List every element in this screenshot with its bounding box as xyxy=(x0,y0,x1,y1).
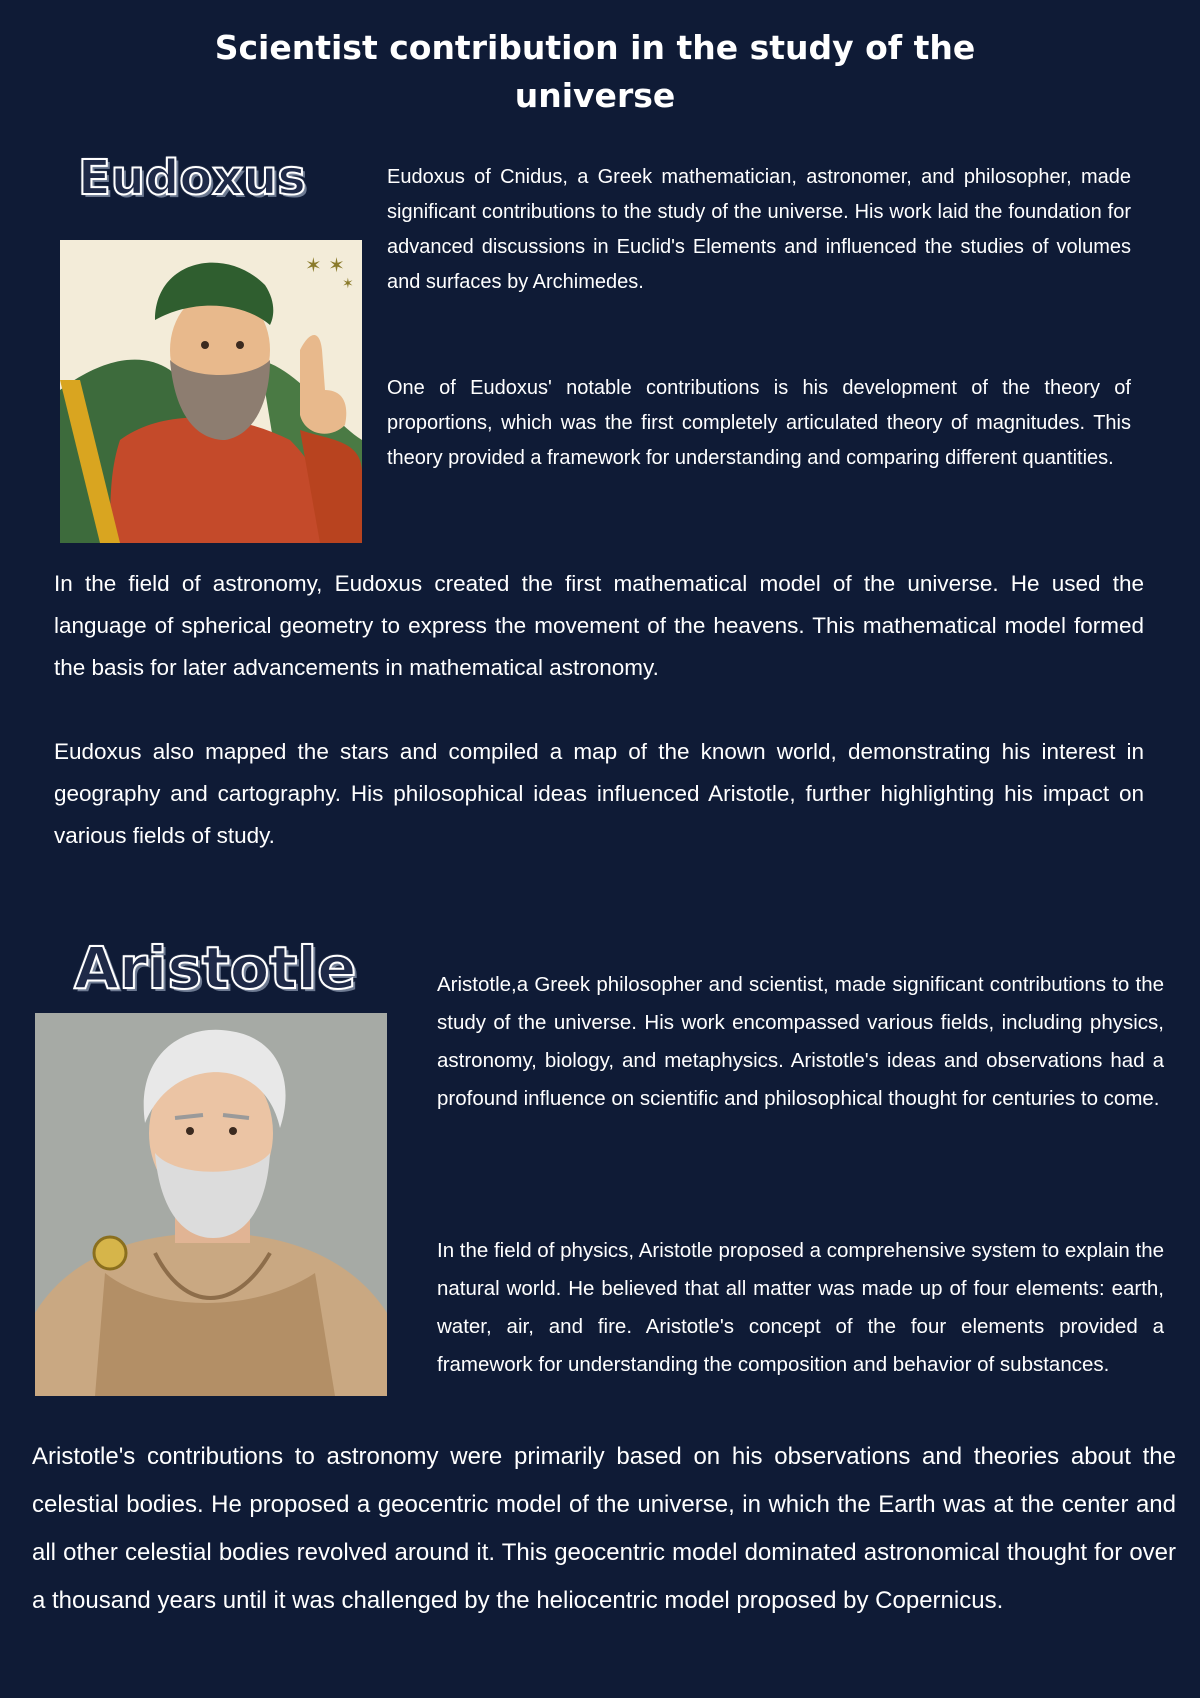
svg-text:✶ ✶: ✶ ✶ xyxy=(305,253,345,277)
eudoxus-proportions-paragraph: One of Eudoxus' notable contributions is his development of the theory of proportions, which was the first completely articulated theory of magnitudes. This theory provided a framework for understanding and comparing different quantities. xyxy=(387,377,1131,469)
aristotle-intro-paragraph: Aristotle,a Greek philosopher and scientist, made significant contributions to the study of the universe. His work encompassed various fields, including physics, astronomy, biology, and metaphysics. Aristotle's ideas and observations had a profound influence on scientific and philosophical thought for centuries to come. xyxy=(437,973,1164,1110)
eudoxus-intro-paragraph: Eudoxus of Cnidus, a Greek mathematician, astronomer, and philosopher, made significant contributions to the study of the universe. His work laid the foundation for advanced discussions in Euclid's Elements and influenced the studies of volumes and surfaces by Archimedes. xyxy=(387,166,1131,293)
eudoxus-portrait xyxy=(60,240,362,543)
page-title: Scientist contribution in the study of the universe xyxy=(214,28,976,115)
aristotle-astronomy-paragraph: Aristotle's contributions to astronomy were primarily based on his observations and theories about the celestial bodies. He proposed a geocentric model of the universe, in which the Earth was at the center and all other celestial bodies revolved around it. This geocentric model dominated astronomical thought for over a thousand years until it was challenged by the heliocentric model proposed by Copernicus. xyxy=(32,1443,1176,1614)
eudoxus-heading: Eudoxus xyxy=(78,150,306,206)
eudoxus-geography-paragraph: Eudoxus also mapped the stars and compiled a map of the known world, demonstrating his interest in geography and cartography. His philosophical ideas influenced Aristotle, further highlighting his impact on various fields of study. xyxy=(54,739,1144,848)
eudoxus-astronomy-paragraph: In the field of astronomy, Eudoxus created the first mathematical model of the universe. He used the language of spherical geometry to express the movement of the heavens. This mathematical model formed the basis for later advancements in mathematical astronomy. xyxy=(54,571,1144,680)
aristotle-physics-paragraph: In the field of physics, Aristotle proposed a comprehensive system to explain the natural world. He believed that all matter was made up of four elements: earth, water, air, and fire. Aristotle's concept of the four elements provided a framework for understanding the composition and behavior of substances. xyxy=(437,1239,1164,1376)
aristotle-heading: Aristotle xyxy=(74,934,357,1002)
svg-text:✶: ✶ xyxy=(342,276,354,292)
aristotle-portrait xyxy=(35,1013,387,1396)
